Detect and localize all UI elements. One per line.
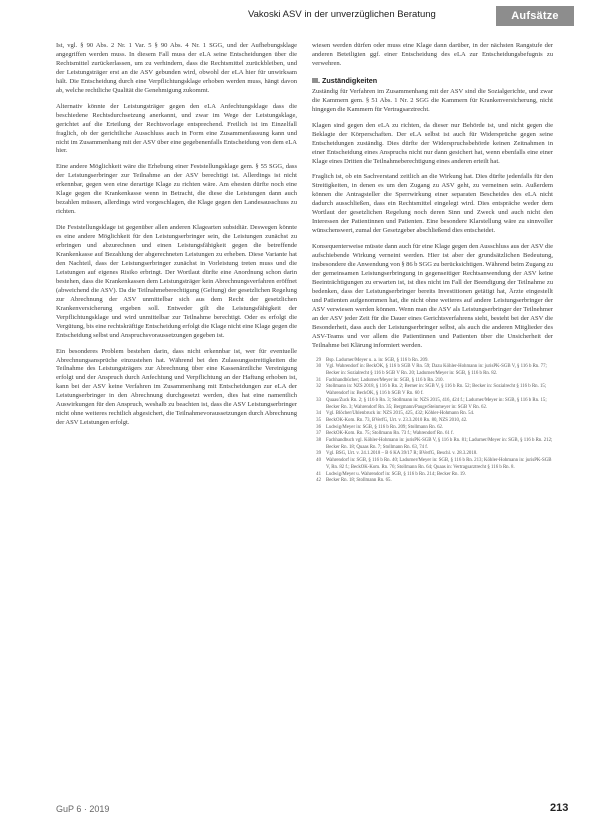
footnote <box>312 451 553 458</box>
footnote <box>312 478 553 485</box>
footnote-number: 39 <box>316 451 321 457</box>
paragraph: Konsequenterweise müsste dann auch für eine Klage gegen den Ausschluss aus der ASV die aufschiebende Wirkung verneint werden. Hier ist aber der grundsätzlichen Bedeutung, insbesondere die Anwendung von § 86 b SGG zu berücksichtigen. Während beim Zugang zu der gemeinsamen Leistungserbringung in gegenseitiger Rechtsanwendung der ASV keine Beeinträchtigungen zu erwarten ist, ist dies nicht im Fall der Beendigung der Teilnahme zu bedenken, dass der Leistungserbringer bereits Investitionen getätigt hat, Ärzte eingestellt und Patienten aufgenommen hat, die nicht ohne weiteres auf andere Leistungserbringer der ASV verwiesen werden können. Wenn man die ASV als Leistungserbringer der Teilnehmer an der ASV jeder Zeit für die Dauer eines Gerichtsverfahrens sieht, besteht bei der ASV die Besonderheit, dass auch der Leistungserbringer selbst, als auch die anderen Mitglieder des ASV-Teams und vor allem die Patientinnen und Patienten über die Unsicherheit der Teilnahme bei Klärung informiert werden. <box>312 243 553 349</box>
running-title: Vakoski ASV in der unverzüglichen Beratung <box>248 9 436 20</box>
footnotes <box>312 358 553 485</box>
paragraph: Ein besonderes Problem bestehen darin, dass nicht erkennbar ist, wer für eventuelle Abrechnungsansprüche einzustehen hat. Während bei den Zulassungsstreitigkeiten die Teilnahme des Leistungsträgers zur Abrechnung über eine Kassenärztliche Vereinigung erfolgt und der Anspruch durch Anfechtung und Verpflichtung an der Haftung erhoben ist, kann bei der ASV keine Verfahren im Zusammenhang mit Entscheidungen zur eLA der Leistungserbringer in den Abrechnung durchgesetzt werden, dies hat eine namentlich Auswirkungen für den Anspruch, weshalb zu beachten ist, dass die ASV Leistungserbringer nicht ohne weiteres rechtlich abgesichert, die Teilnahmevoraussetzungen durch Abrechnung der ASV Leistungen erfolgt. <box>56 347 297 427</box>
paragraph: Ist, vgl. § 90 Abs. 2 Nr. 1 Var. 5 § 90 Abs. 4 Nr. 1 SGG, und der Aufhebungsklage angegriffen werden muss. In diesem Fall muss der eLA seine Entscheidungen über die Rechtsmittel zurückerlassen, um zu verhindern, dass die Rechtsmittel zurückbleiben, und der Leistungsträger erst an die ASV gebunden wird, obwohl der eLA hier für unwirksam hält. Die Entscheidung durch eine Verpflichtungsklage erhoben werden muss, hängt davon ab, welche rechtliche Qualität die Genehmigung zukommt. <box>56 42 297 94</box>
paragraph: Alternativ könnte der Leistungsträger gegen den eLA Anfechtungsklage dass die beschiedene Rechtsdurchsetzung anerkannt, und zwar im Wege der Leistungsklage, gerichtet auf die Erteilung der Rechtsvorlage entsprechend. Freilich ist im Einzelfall fraglich, ob der gerichtliche Ausschluss auch in Form eine Zusammenfassung kann und nicht im Zusammenhang mit der ASV über eine gegebenenfalls Entscheidung von dem eLA hier. <box>56 102 297 155</box>
footnote-number: 37 <box>316 431 321 437</box>
paragraph: Zuständig für Verfahren im Zusammenhang mit der ASV sind die Sozialgerichte, und zwar die Kammern gem. § 51 Abs. 1 Nr. 2 SGG die Kammern für Krankenversicherung, nicht hingegen die Kammern für Vertragsarztrecht. <box>312 87 553 113</box>
footnote-text: Fachhandbuch vgl. Köhler-Hohmann in: jurisPK-SGB V, § 116 b Rn. 81; Ladurner/Meyer in: SGB, § 116 b Rn. 212; Becker Rn. 18; Quaas Rn. 7; Stollmann Rn. 63, 74 f. <box>326 438 553 450</box>
footnote-text: Ludwig/Meyer u. Wahrendorf in: SGB, § 116 b Rn. 214; Becker Rn. 19. <box>326 471 466 477</box>
footnote-text: BeckOK-Kom. Rn. 73, BVerfG, Urt. v. 23.3.2010 Rn. 80, NZS 2010, 42. <box>326 417 468 423</box>
footnote <box>312 458 553 471</box>
right-column <box>312 42 553 797</box>
footnote-text: Stollmann in: NZS 2018, § 116 b Rn. 2; Berner in: SGB V, § 116 b Rn. 52; Becker in: Sozialrecht § 116 b Rn. 15; Wahrendorf in: BeckOK, § 116 b SGB V Rn. 60 f. <box>326 384 547 397</box>
footnote-text: Bsp. Ladurner/Meyer u. a. in: SGB, § 116 b Rn. 209. <box>326 357 429 363</box>
footnote-number: 36 <box>316 424 321 430</box>
footnote-number: 32 <box>316 384 321 390</box>
section-badge: Aufsätze <box>496 6 574 26</box>
footnote-number: 30 <box>316 364 321 370</box>
footnote-text: Ludwig/Meyer in: SGB, § 116 b Rn. 209; Stollmann Rn. 62. <box>326 424 444 430</box>
footnote-number: 40 <box>316 458 321 464</box>
footnote-number: 38 <box>316 438 321 444</box>
paragraph: Die Feststellungsklage ist gegenüber allen anderen Klagearten subsidiär. Deswegen könnte es eine andere Möglichkeit für den Leistungserbringer sein, die Leistungen zunächst zu erbringen und abzurechnen und einen Leistungsfähigkeit gegen die betreffende Krankenkasse auf Bezahlung der abgerechneten Leistungen zu erheben. Diese Variante hat den Nachteil, dass der Leistungserbringer zunächst in Vorleistung treten muss und die Leistungen auf eigenes Risiko erbringt. Der Wortlaut dürfte eine Anordnung schon darin bestehen, dass die Krankenkassen dem Leistungsträger kein Abrechnungsverfahren eröffnet (abweichend die ASV). Da die Teilnahmeberechtigung (Geltung) der gesetzlichen Regelung zur Abrechnung der ASV unmittelbar sich aus dem Recht der gesetzlichen Krankenversicherung ergeben soll. Entweder gilt die Leistungsfähigkeit der Verpflichtungsklage und wird unmittelbar zur Teilnahme berechtigt. Oder es erfolgt die Vergütung, bis eine rechtskräftige Entscheidung erfolgt die Klage nicht eine Klage gegen die Entscheidung selbst und Anspruchsvoraussetzungen gegeben ist. <box>56 224 297 339</box>
footnote-text: Vgl. Wahrendorf in: BeckOK, § 116 b SGB V Rn. 59; Dazu Köhler-Hohmann in: jurisPK-SGB V, § 116 b Rn. 77; Becker in: Sozialrecht § 116 b SGB V Rn. 20; Ladurner/Meyer in: SGB, § 116 b Rn. 82. <box>326 364 547 376</box>
page-number: 213 <box>550 802 569 814</box>
footnote-text: Fachhandbücher; Ladurner/Meyer in: SGB, § 116 b Rn. 210. <box>326 377 444 383</box>
footnote <box>312 438 553 451</box>
paragraph: wiesen werden dürfen oder muss eine Klage dann darüber, in der nächsten Rangstufe der anderen Beteiligten ggf. einer Entscheidung des eLA zur Entscheidungsbefugnis zu verwehren. <box>312 42 553 67</box>
paragraph: Eine andere Möglichkeit wäre die Erhebung einer Feststellungsklage gem. § 55 SGG, dass der Leistungserbringer zur Teilnahme an der ASV berechtigt ist. Allerdings ist nicht erkennbar, gegen wen eine derartige Klage zu richten wäre. Am ehesten dürfte noch eine Klage gegen die Krankenkasse wenn in Betracht, die diese die Leistungen dann auch bezahlen müssen, allerdings wird vorgeschlagen, die Klage gegen den Landesausschuss zu richten. <box>56 163 297 216</box>
footnote <box>312 398 553 411</box>
footnote <box>312 472 553 479</box>
footnote-number: 35 <box>316 417 321 423</box>
left-column <box>56 42 297 797</box>
footnote-number: 29 <box>316 357 321 363</box>
footnote-number: 41 <box>316 471 321 477</box>
paragraph: Klagen sind gegen den eLA zu richten, da dieser nur Behörde ist, und nicht gegen die Beklagte der Körperschaften. Der eLA selbst ist auch für Widersprüche gegen seine Entscheidungen zuständig. Dies dürfte der Widerspruchsbehörde keinen Zeitnahmen in einer Entscheidung eines Anspruchs nicht nur dann gesichert hat, wenn ebenfalls eine einer Klage eines Dritten die Teilnahmeberechtigung eines anderen erteilt hat. <box>312 121 553 165</box>
footnote-number: 34 <box>316 411 321 417</box>
footnote <box>312 358 553 365</box>
paragraph: Fraglich ist, ob ein Sachverstand zeitlich an die Wirkung hat. Dies dürfte jedenfalls für den Streitigkeiten, in denen es um den Zugang zu ASV geht, zu verneinen sein. Außerdem können die Antragsteller die Sperrwirkung einer separaten Bescheides des eLA nicht dadurch ausschließen, dass ein Rechtsmittel eingelegt wird. Dies entspräche weder dem Wortlaut der gesetzlichen Regelung noch deren Sinn und Zweck und auch nicht den Interessen der Patientinnen und Patienten. Eine besondere Klarstellung wäre zu sinnvoller wünschenswert, zumal der Gesetzgeber abschließend dies entscheidet. <box>312 173 553 235</box>
footnote <box>312 411 553 418</box>
footnote <box>312 431 553 438</box>
page-header <box>0 0 601 30</box>
footnote-number: 31 <box>316 377 321 383</box>
page-footer <box>0 800 601 826</box>
footnote <box>312 378 553 385</box>
footnote-text: Vgl. Blöcher/Uhlenbruck in: NZS 2015, 425, 432; Köhler-Hohmann Rn. 54. <box>326 411 475 417</box>
footnote <box>312 418 553 425</box>
footnote-number: 42 <box>316 478 321 484</box>
footnote-number: 33 <box>316 397 321 403</box>
footnote-text: Wahrendorf in: SGB, § 116 b Rn. 40; Ladurner/Meyer in: SGB, § 116 b Rn. 213; Köhler-Hohmann in: jurisPK-SGB V, Rn. 82 f.; BeckOK-Kom. Rn. 76; Stollmann Rn. 64; Quaas in: Vertragsarztrecht § 116 b Rn. 8. <box>326 458 552 470</box>
footnote <box>312 384 553 397</box>
footnote <box>312 364 553 377</box>
footnote-text: Quaas/Zuck Rn. 2; § 116 b Rn. 3; Stollmann in: NZS 2015, 416, 424 f.; Ladurner/Meyer in: SGB, § 116 b Rn. 15; Becker Rn. 3; Wahrendorf Rn. 35; Bergmann/Pauge/Steinmeyer in: SGB V Rn. 62. <box>326 397 547 410</box>
footnote-text: BeckOK-Kom. Rn. 75; Stollmann Rn. 73 f.; Wahrendorf Rn. 61 f. <box>326 431 454 437</box>
footnote-text: Vgl. BSG, Urt. v. 24.1.2018 – B 6 KA 39/17 R; BVerfG, Beschl. v. 28.3.2018. <box>326 451 478 457</box>
journal-issue: GuP 6 · 2019 <box>56 804 110 814</box>
footnote-text: Becker Rn. 18; Stollmann Rn. 65. <box>326 478 392 484</box>
section-heading: III. Zuständigkeiten <box>312 75 378 85</box>
footnote <box>312 425 553 432</box>
